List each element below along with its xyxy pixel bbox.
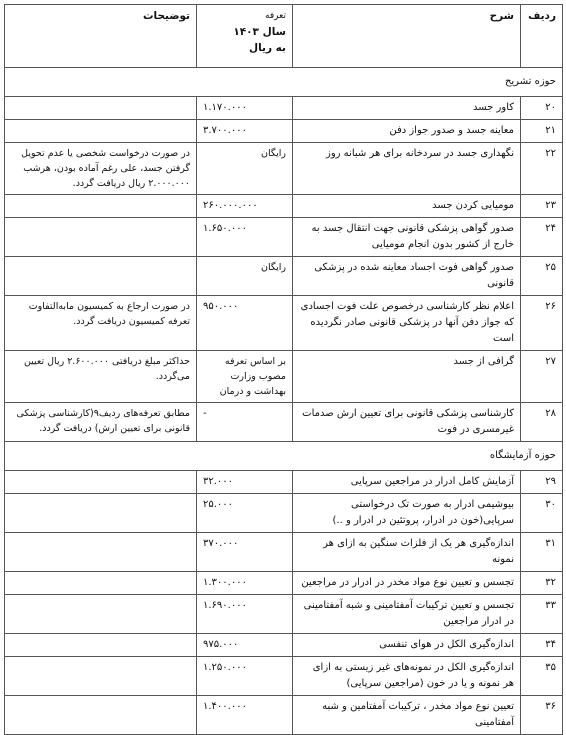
table-row [5, 572, 563, 595]
table-row [5, 471, 563, 494]
row-description: کارشناسی پزشکی قانونی برای تعیین ارش صدمات غیرمسری در فوت [293, 403, 521, 442]
row-description: گرافی از جسد [293, 351, 521, 403]
row-number: ۲۲ [521, 143, 563, 195]
row-note [5, 634, 197, 657]
row-note [5, 120, 197, 143]
row-tariff: ۲۶۰.۰۰۰.۰۰۰ [197, 195, 293, 218]
row-tariff: رایگان [197, 143, 293, 195]
row-tariff: بر اساس تعرفه مصوب وزارت بهداشت و درمان [197, 351, 293, 403]
header-description: شرح [293, 5, 521, 68]
table-row [5, 595, 563, 634]
header-notes: توضیحات [5, 5, 197, 68]
row-number: ۲۱ [521, 120, 563, 143]
row-tariff: - [197, 403, 293, 442]
row-number: ۲۳ [521, 195, 563, 218]
row-note [5, 257, 197, 296]
tariff-table [4, 4, 563, 735]
section-title-autopsy: حوزه تشریح [5, 68, 563, 97]
row-number: ۲۹ [521, 471, 563, 494]
row-description: تجسس و تعیین نوع مواد مخدر در ادرار در مراجعین [293, 572, 521, 595]
row-number: ۳۰ [521, 494, 563, 533]
row-tariff: ۱.۳۰۰.۰۰۰ [197, 572, 293, 595]
row-number: ۳۱ [521, 533, 563, 572]
row-description: اندازه‌گیری الکل در هوای تنفسی [293, 634, 521, 657]
row-number: ۳۶ [521, 696, 563, 735]
row-note [5, 696, 197, 735]
row-tariff: ۱.۶۹۰.۰۰۰ [197, 595, 293, 634]
table-row [5, 533, 563, 572]
table-row [5, 218, 563, 257]
table-row [5, 120, 563, 143]
row-tariff: رایگان [197, 257, 293, 296]
row-tariff: ۱.۶۵۰.۰۰۰ [197, 218, 293, 257]
row-description: صدور گواهی فوت اجساد معاینه شده در پزشکی قانونی [293, 257, 521, 296]
row-description: بیوشیمی ادرار به صورت تک درخواستی سرپایی(خون در ادرار، پروتئین در ادرار و ..) [293, 494, 521, 533]
row-description: کاور جسد [293, 97, 521, 120]
table-row [5, 296, 563, 351]
row-tariff: ۱.۲۵۰.۰۰۰ [197, 657, 293, 696]
row-number: ۲۴ [521, 218, 563, 257]
row-note [5, 533, 197, 572]
table-row [5, 696, 563, 735]
table-row [5, 143, 563, 195]
row-description: مومیایی کردن جسد [293, 195, 521, 218]
row-note [5, 195, 197, 218]
row-note: مطابق تعرفه‌های ردیف۹(کارشناسی پزشکی قانونی برای تعیین ارش) دریافت گردد. [5, 403, 197, 442]
row-note [5, 97, 197, 120]
row-note [5, 471, 197, 494]
row-tariff: ۳۷۰.۰۰۰ [197, 533, 293, 572]
section-row-autopsy [5, 68, 563, 97]
header-tariff-line3: به ریال [248, 42, 286, 54]
row-description: معاینه جسد و صدور جواز دفن [293, 120, 521, 143]
header-tariff [197, 5, 293, 68]
row-number: ۳۵ [521, 657, 563, 696]
row-note: حداکثر مبلغ دریافتی ۲.۶۰۰.۰۰۰ ریال تعیین می‌گردد. [5, 351, 197, 403]
row-note [5, 494, 197, 533]
section-title-lab: حوزه آزمایشگاه [5, 442, 563, 471]
row-tariff: ۱.۱۷۰.۰۰۰ [197, 97, 293, 120]
row-note: در صورت ارجاع به کمیسیون مابه‌التفاوت تعرفه کمیسیون دریافت گردد. [5, 296, 197, 351]
table-row [5, 351, 563, 403]
table-row [5, 403, 563, 442]
row-number: ۲۷ [521, 351, 563, 403]
row-number: ۳۲ [521, 572, 563, 595]
header-row-number: ردیف [521, 5, 563, 68]
header-tariff-line1: تعرفه [265, 11, 286, 21]
row-number: ۲۶ [521, 296, 563, 351]
row-note: در صورت درخواست شخصی یا عدم تحویل گرفتن جسد، علی رغم آماده بودن، هرشب ۲.۰۰۰.۰۰۰ ریال دریافت گردد. [5, 143, 197, 195]
row-note [5, 595, 197, 634]
row-description: آزمایش کامل ادرار در مراجعین سرپایی [293, 471, 521, 494]
row-description: اندازه‌گیری الکل در نمونه‌های غیر زیستی به ازای هر نمونه و یا در خون (مراجعین سرپایی) [293, 657, 521, 696]
section-row-lab [5, 442, 563, 471]
row-note [5, 572, 197, 595]
table-row [5, 494, 563, 533]
row-description: صدور گواهی پزشکی قانونی جهت انتقال جسد به خارج از کشور بدون انجام مومیایی [293, 218, 521, 257]
row-tariff: ۳۲.۰۰۰ [197, 471, 293, 494]
table-row [5, 657, 563, 696]
row-description: تجسس و تعیین ترکیبات آمفتامینی و شبه آمفتامینی در ادرار مراجعین [293, 595, 521, 634]
table-row [5, 634, 563, 657]
header-tariff-line2: سال ۱۴۰۳ [233, 26, 286, 38]
row-note [5, 657, 197, 696]
row-number: ۲۰ [521, 97, 563, 120]
row-tariff: ۹۷۵.۰۰۰ [197, 634, 293, 657]
row-tariff: ۹۵۰.۰۰۰ [197, 296, 293, 351]
row-description: نگهداری جسد در سردخانه برای هر شبانه روز [293, 143, 521, 195]
row-description: اندازه‌گیری هر یک از فلزات سنگین به ازای هر نمونه [293, 533, 521, 572]
row-number: ۳۴ [521, 634, 563, 657]
row-description: تعیین نوع مواد مخدر ، ترکیبات آمفتامین و شبه آمفتامینی [293, 696, 521, 735]
row-tariff: ۱.۴۰۰.۰۰۰ [197, 696, 293, 735]
row-number: ۲۵ [521, 257, 563, 296]
row-tariff: ۲۵.۰۰۰ [197, 494, 293, 533]
row-tariff: ۳.۷۰۰.۰۰۰ [197, 120, 293, 143]
table-row [5, 257, 563, 296]
table-row [5, 97, 563, 120]
header-row [5, 5, 563, 68]
row-number: ۲۸ [521, 403, 563, 442]
row-description: اعلام نظر کارشناسی درخصوص علت فوت اجسادی که جواز دفن آنها در پزشکی قانونی صادر نگردیده است [293, 296, 521, 351]
table-row [5, 195, 563, 218]
row-number: ۳۳ [521, 595, 563, 634]
row-note [5, 218, 197, 257]
